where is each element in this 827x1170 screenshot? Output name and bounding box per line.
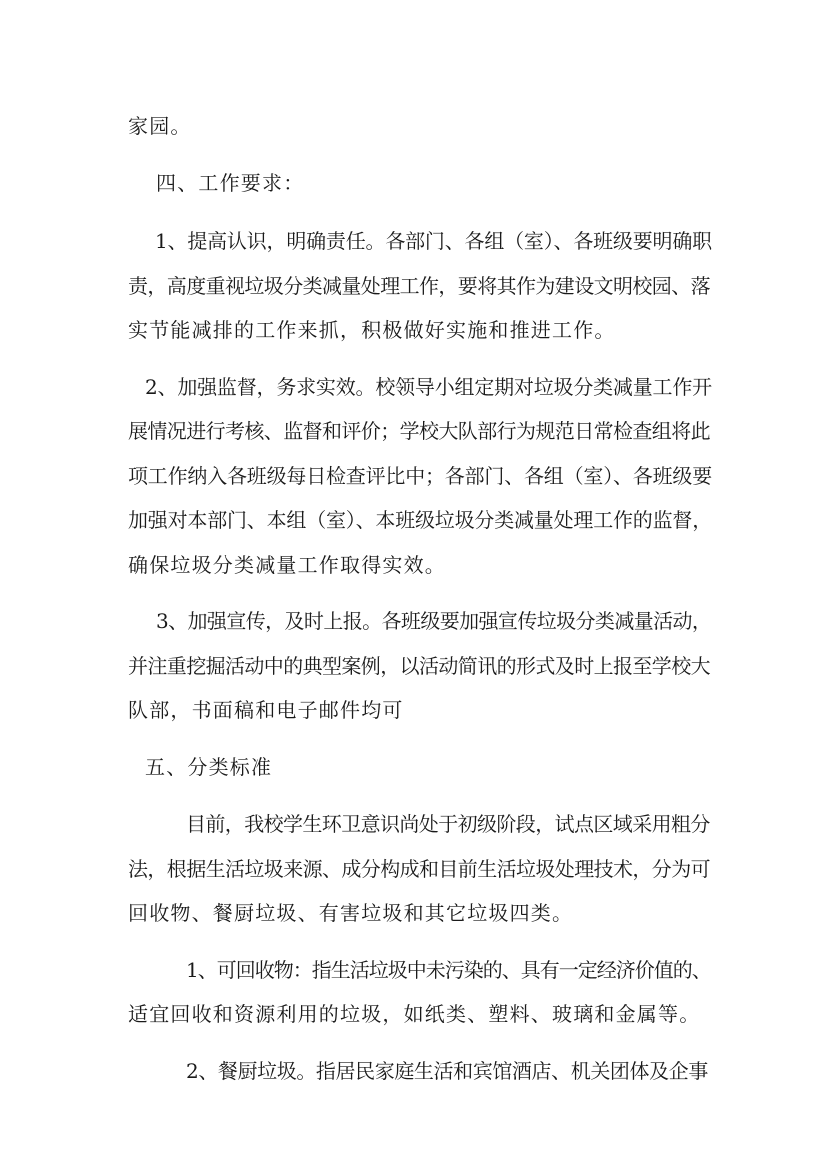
text-line-3: 1、提高认识，明确责任。各部门、各组（室）、各班级要明确职: [155, 229, 712, 253]
text-line-15: 目前，我校学生环卫意识尚处于初级阶段，试点区域采用粗分: [186, 812, 710, 836]
section-heading-work-requirements: 四、工作要求：: [156, 171, 305, 195]
text-line-7: 展情况进行考核、监督和评价；学校大队部行为规范日常检查组将此: [128, 419, 710, 443]
text-line-9: 加强对本部门、本组（室）、本班级垃圾分类减量处理工作的监督，: [128, 508, 712, 532]
text-line-8: 项工作纳入各班级每日检查评比中；各部门、各组（室）、各班级要: [128, 464, 712, 488]
section-heading-classification-standard: 五、分类标准: [145, 755, 273, 779]
text-line-4: 责，高度重视垃圾分类减量处理工作，要将其作为建设文明校园、落: [128, 274, 710, 298]
text-line-16: 法，根据生活垃圾来源、成分构成和目前生活垃圾处理技术，分为可: [128, 857, 710, 881]
text-line-19: 适宜回收和资源利用的垃圾，如纸类、塑料、玻璃和金属等。: [128, 1002, 701, 1026]
text-line-17: 回收物、餐厨垃圾、有害垃圾和其它垃圾四类。: [128, 901, 574, 925]
text-line-18: 1、可回收物：指生活垃圾中未污染的、具有一定经济价值的、: [186, 958, 711, 982]
text-line-20: 2、餐厨垃圾。指居民家庭生活和宾馆酒店、机关团体及企事: [186, 1059, 708, 1083]
text-line-10: 确保垃圾分类减量工作取得实效。: [128, 553, 446, 577]
text-line-11: 3、加强宣传，及时上报。各班级要加强宣传垃圾分类减量活动，: [156, 609, 712, 633]
text-line-13: 队部，书面稿和电子邮件均可: [128, 698, 404, 722]
text-line-5: 实节能减排的工作来抓，积极做好实施和推进工作。: [128, 318, 616, 342]
text-line-12: 并注重挖掘活动中的典型案例，以活动简讯的形式及时上报至学校大: [128, 654, 710, 678]
text-line-1: 家园。: [128, 114, 192, 138]
text-line-6: 2、加强监督，务求实效。校领导小组定期对垃圾分类减量工作开: [145, 375, 712, 399]
